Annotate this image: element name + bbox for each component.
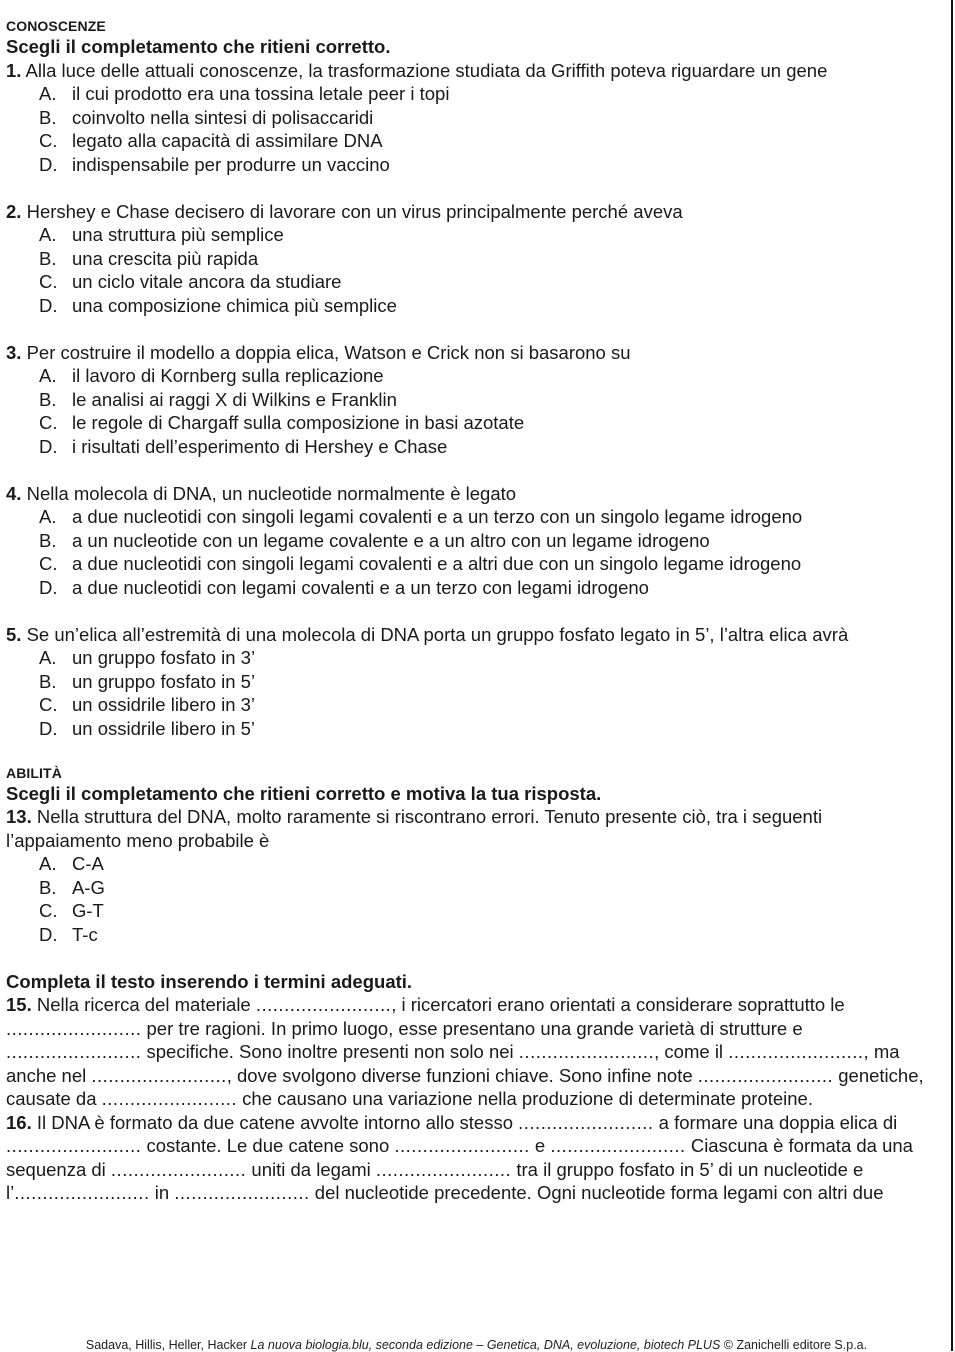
answer-option[interactable] <box>6 876 936 900</box>
blank-field[interactable]: ........................ <box>174 1182 310 1203</box>
copyright-footer <box>0 1338 953 1352</box>
option-letter: C. <box>39 271 58 292</box>
option-text: un ciclo vitale ancora da studiare <box>72 271 342 292</box>
blank-field[interactable]: ........................ <box>101 1088 238 1109</box>
question-number: 13. <box>6 806 32 827</box>
exercise-text: in <box>149 1182 175 1203</box>
option-letter: B. <box>39 247 57 269</box>
question-number: 4. <box>6 482 22 504</box>
option-letter: D. <box>39 717 58 739</box>
exercise-text: tra il gruppo fosfato in 5’ di un nucleotide e l’ <box>6 1158 864 1203</box>
question-block <box>6 805 936 946</box>
answer-option[interactable] <box>6 505 936 529</box>
question-block <box>6 482 936 600</box>
option-text: un ossidrile libero in 3’ <box>72 694 256 715</box>
question-text <box>6 482 936 506</box>
instruction-knowledge: Scegli il completamento che ritieni corretto. <box>6 36 391 57</box>
worksheet-content <box>6 17 936 1205</box>
answer-option[interactable] <box>6 670 936 694</box>
answer-option[interactable] <box>6 552 936 576</box>
question-stem: Nella molecola di DNA, un nucleotide normalmente è legato <box>21 482 517 504</box>
option-letter: D. <box>39 576 58 598</box>
option-letter: C. <box>39 130 58 151</box>
option-text: un ossidrile libero in 5’ <box>72 717 256 739</box>
exercise-text: Ciascuna è formata da una sequenza di <box>6 1135 913 1180</box>
option-text: a due nucleotidi con legami covalenti e a un terzo con legami idrogeno <box>72 576 649 598</box>
answer-option[interactable] <box>6 82 936 106</box>
question-block <box>6 623 936 741</box>
answer-option[interactable] <box>6 411 936 435</box>
footer-authors: Sadava, Hillis, Heller, Hacker <box>85 1338 251 1352</box>
option-letter: C. <box>39 694 58 715</box>
question-number: 1. <box>6 59 22 81</box>
option-text: le analisi ai raggi X di Wilkins e Franklin <box>72 388 397 410</box>
blank-field[interactable]: ........................ <box>518 1041 655 1062</box>
question-text <box>6 623 936 647</box>
option-text: le regole di Chargaff sulla composizione in basi azotate <box>72 412 525 433</box>
answer-option[interactable] <box>6 693 936 717</box>
option-text: il lavoro di Kornberg sulla replicazione <box>72 365 384 386</box>
question-stem: Nella struttura del DNA, molto raramente si riscontrano errori. Tenuto presente ciò, tra i seguenti l’appaiamento meno probabile è <box>6 806 823 851</box>
blank-field[interactable]: ........................ <box>697 1064 834 1086</box>
question-number: 3. <box>6 341 22 363</box>
exercise-text: a formare una doppia elica di <box>653 1111 898 1133</box>
question-stem: Alla luce delle attuali conoscenze, la trasformazione studiata da Griffith poteva riguardare un gene <box>21 59 828 81</box>
option-letter: C. <box>39 553 58 574</box>
blank-field[interactable]: ........................ <box>375 1158 512 1180</box>
answer-options <box>6 223 936 317</box>
option-text: un gruppo fosfato in 5’ <box>72 670 256 692</box>
exercise-text: Nella ricerca del materiale <box>31 994 256 1015</box>
fill-in-exercise <box>6 993 936 1111</box>
question-stem: Se un’elica all’estremità di una molecola di DNA porta un gruppo fosfato legato in 5’, l’altra elica avrà <box>21 623 849 645</box>
question-stem: Per costruire il modello a doppia elica, Watson e Crick non si basarono su <box>21 341 631 363</box>
option-letter: A. <box>39 853 57 874</box>
answer-option[interactable] <box>6 576 936 600</box>
answer-option[interactable] <box>6 435 936 459</box>
footer-publisher: © Zanichelli editore S.p.a. <box>720 1338 868 1352</box>
option-text: una crescita più rapida <box>72 247 259 269</box>
option-letter: A. <box>39 647 57 668</box>
answer-options <box>6 82 936 176</box>
option-letter: B. <box>39 529 57 551</box>
option-text: T-c <box>72 923 98 945</box>
option-letter: B. <box>39 670 57 692</box>
exercise-text: del nucleotide precedente. Ogni nucleotide forma legami con altri due <box>309 1182 884 1203</box>
question-stem: Hershey e Chase decisero di lavorare con un virus principalmente perché aveva <box>21 200 683 222</box>
option-text: coinvolto nella sintesi di polisaccaridi <box>72 106 374 128</box>
instruction-skills: Scegli il completamento che ritieni corretto e motiva la tua risposta. <box>6 782 602 804</box>
answer-option[interactable] <box>6 923 936 947</box>
option-letter: C. <box>39 412 58 433</box>
option-letter: D. <box>39 435 58 457</box>
blank-field[interactable]: ........................ <box>550 1135 686 1156</box>
exercise-text: specifiche. Sono inoltre presenti non solo nei <box>141 1041 519 1062</box>
question-text <box>6 59 936 83</box>
option-letter: A. <box>39 506 57 527</box>
option-text: indispensabile per produrre un vaccino <box>72 153 390 175</box>
question-number: 5. <box>6 623 22 645</box>
exercise-text: , ma anche nel <box>6 1041 900 1086</box>
question-block <box>6 200 936 318</box>
option-text: una composizione chimica più semplice <box>72 294 397 316</box>
blank-field[interactable]: ........................ <box>110 1158 247 1180</box>
option-text: a un nucleotide con un legame covalente e a un altro con un legame idrogeno <box>72 529 710 551</box>
answer-option[interactable] <box>6 153 936 177</box>
option-text: una struttura più semplice <box>72 224 284 245</box>
skills-questions <box>6 805 936 946</box>
answer-option[interactable] <box>6 899 936 923</box>
exercise-text: , i ricercatori erano orientati a considerare soprattutto le <box>391 994 845 1015</box>
question-block <box>6 341 936 459</box>
fill-in-exercise <box>6 1111 936 1205</box>
answer-option[interactable] <box>6 247 936 271</box>
answer-options <box>6 505 936 599</box>
option-letter: D. <box>39 294 58 316</box>
answer-option[interactable] <box>6 129 936 153</box>
option-letter: B. <box>39 106 57 128</box>
footer-book-title: La nuova biologia.blu, seconda edizione – Genetica, DNA, evoluzione, biotech PLUS <box>250 1338 721 1352</box>
option-text: il cui prodotto era una tossina letale peer i topi <box>72 83 450 104</box>
option-text: C-A <box>72 853 104 874</box>
option-text: legato alla capacità di assimilare DNA <box>72 130 383 151</box>
answer-option[interactable] <box>6 294 936 318</box>
option-letter: C. <box>39 900 58 921</box>
option-letter: A. <box>39 224 57 245</box>
section-label-knowledge: CONOSCENZE <box>6 18 106 34</box>
question-number: 2. <box>6 200 22 222</box>
question-text <box>6 200 936 224</box>
instruction-fill-in: Completa il testo inserendo i termini adeguati. <box>6 970 413 992</box>
exercise-text: per tre ragioni. In primo luogo, esse presentano una grande varietà di strutture e <box>141 1017 803 1039</box>
exercise-number: 15. <box>6 994 32 1015</box>
exercise-number: 16. <box>6 1111 32 1133</box>
option-text: a due nucleotidi con singoli legami covalenti e a altri due con un singolo legame idrogeno <box>72 553 802 574</box>
answer-option[interactable] <box>6 852 936 876</box>
option-letter: D. <box>39 153 58 175</box>
blank-field[interactable]: ........................ <box>6 1135 142 1156</box>
exercise-text: genetiche, causate da <box>6 1064 924 1109</box>
option-letter: D. <box>39 923 58 945</box>
blank-field[interactable]: ........................ <box>394 1135 530 1156</box>
answer-option[interactable] <box>6 106 936 130</box>
blank-field[interactable]: ........................ <box>6 1017 142 1039</box>
option-text: A-G <box>72 876 105 898</box>
exercise-text: uniti da legami <box>246 1158 376 1180</box>
option-text: G-T <box>72 900 104 921</box>
exercise-text: Il DNA è formato da due catene avvolte intorno allo stesso <box>31 1111 519 1133</box>
option-text: un gruppo fosfato in 3’ <box>72 647 256 668</box>
answer-option[interactable] <box>6 364 936 388</box>
answer-option[interactable] <box>6 529 936 553</box>
answer-options <box>6 852 936 946</box>
fill-in-exercises <box>6 993 936 1205</box>
answer-option[interactable] <box>6 646 936 670</box>
answer-option[interactable] <box>6 388 936 412</box>
option-text: i risultati dell’esperimento di Hershey e Chase <box>72 435 448 457</box>
knowledge-questions <box>6 59 936 741</box>
question-text <box>6 805 936 852</box>
question-text <box>6 341 936 365</box>
option-letter: B. <box>39 876 57 898</box>
blank-field[interactable]: ........................ <box>6 1041 142 1062</box>
option-letter: A. <box>39 365 57 386</box>
answer-option[interactable] <box>6 717 936 741</box>
option-letter: B. <box>39 388 57 410</box>
question-block <box>6 59 936 177</box>
exercise-text: e <box>529 1135 551 1156</box>
answer-options <box>6 646 936 740</box>
answer-option[interactable] <box>6 223 936 247</box>
option-letter: A. <box>39 83 57 104</box>
blank-field[interactable]: ........................ <box>255 994 392 1015</box>
exercise-text: che causano una variazione nella produzione di determinate proteine. <box>237 1088 813 1109</box>
section-label-skills: ABILITÀ <box>6 764 62 781</box>
blank-field[interactable]: ........................ <box>91 1064 227 1086</box>
answer-option[interactable] <box>6 270 936 294</box>
blank-field[interactable]: ........................ <box>728 1041 864 1062</box>
exercise-text: , come il <box>654 1041 729 1062</box>
answer-options <box>6 364 936 458</box>
exercise-text: costante. Le due catene sono <box>141 1135 395 1156</box>
option-text: a due nucleotidi con singoli legami covalenti e a un terzo con un singolo legame idrogeno <box>72 506 803 527</box>
blank-field[interactable]: ........................ <box>518 1111 654 1133</box>
blank-field[interactable]: ........................ <box>14 1182 150 1203</box>
exercise-text: , dove svolgono diverse funzioni chiave. Sono infine note <box>226 1064 698 1086</box>
